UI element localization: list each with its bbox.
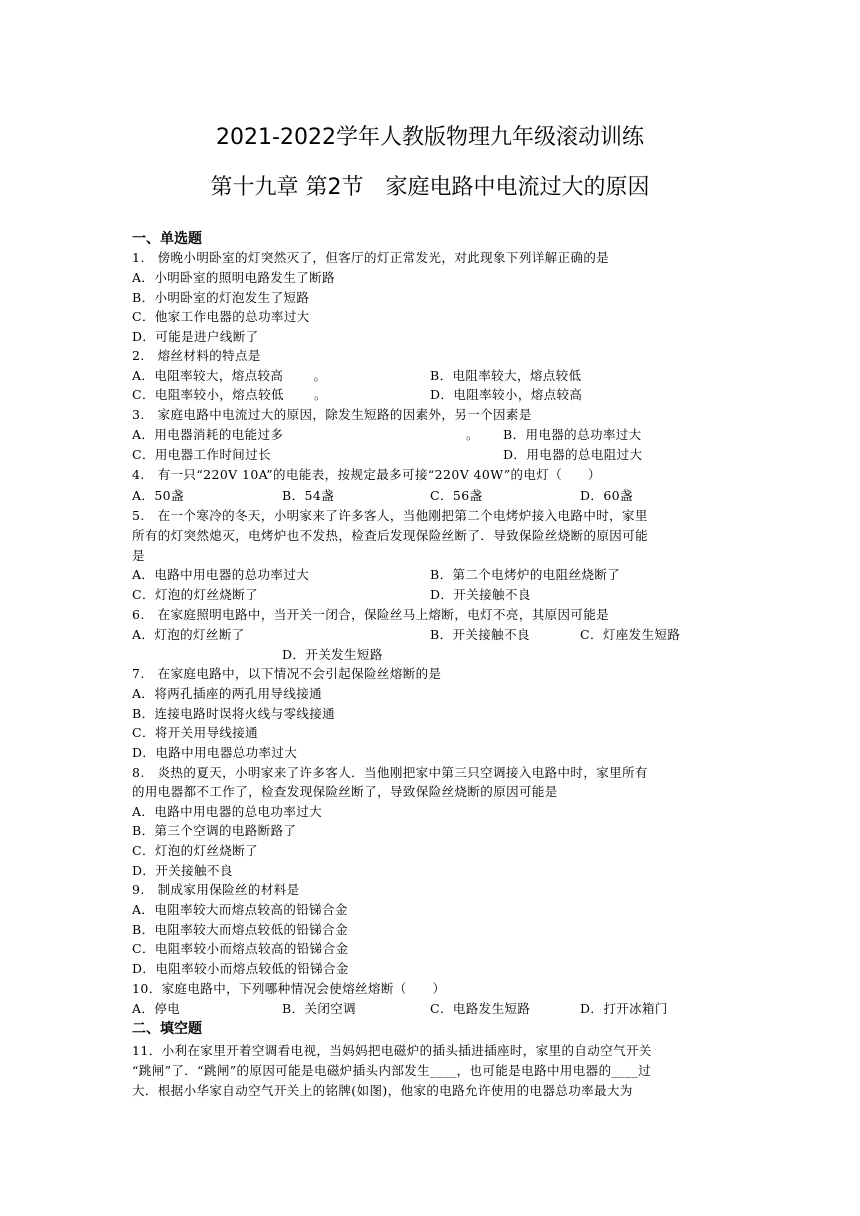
question-3-option-c: C．用电器工作时间过长 — [132, 447, 271, 462]
section-heading-single-choice: 一、单选题 — [132, 231, 202, 247]
question-7-stem: 7. 在家庭电路中，以下情况不会引起保险丝熔断的是 — [132, 666, 442, 681]
question-8-option-b: B．第三个空调的电路断路了 — [132, 823, 297, 838]
question-6-option-c: C．灯座发生短路 — [580, 627, 681, 642]
question-10-option-b: B．关闭空调 — [282, 1001, 357, 1016]
question-4-option-d: D．60盏 — [580, 488, 633, 503]
question-2-option-d: D．电阻率较小，熔点较高 — [430, 387, 583, 402]
question-8-option-a: A．电路中用电器的总电功率过大 — [132, 804, 323, 819]
question-1-option-d: D．可能是进户线断了 — [132, 329, 259, 344]
question-1-option-b: B．小明卧室的灯泡发生了短路 — [132, 290, 310, 305]
question-6-option-a: A．灯泡的灯丝断了 — [132, 627, 245, 642]
question-3-stem: 3. 家庭电路中电流过大的原因，除发生短路的因素外，另一个因素是 — [132, 407, 532, 422]
question-9-stem: 9. 制成家用保险丝的材料是 — [132, 882, 300, 897]
question-10-stem: 10．家庭电路中，下列哪种情况会使熔丝熔断（ ） — [132, 981, 446, 996]
question-9-option-d: D．电阻率较小而熔点较低的铅锑合金 — [132, 961, 349, 976]
question-9-option-a: A．电阻率较大而熔点较高的铅锑合金 — [132, 902, 348, 917]
question-8-stem-line-1: 8. 炎热的夏天，小明家来了许多客人．当他刚把家中第三只空调接入电路中时，家里所有 — [132, 765, 648, 780]
question-11-line-3: 大．根据小华家自动空气开关上的铭牌(如图)，他家的电路允许使用的电器总功率最大为 — [132, 1083, 633, 1098]
question-9-option-b: B．电阻率较大而熔点较低的铅锑合金 — [132, 922, 348, 937]
question-3-option-a: A．用电器消耗的电能过多 — [132, 427, 284, 442]
question-6-stem: 6. 在家庭照明电路中，当开关一闭合，保险丝马上熔断，电灯不亮，其原因可能是 — [132, 607, 610, 622]
question-5-option-d: D．开关接触不良 — [430, 587, 531, 602]
question-4-stem: 4. 有一只“220V 10A”的电能表，按规定最多可接“220V 40W”的电灯（ ） — [132, 467, 601, 482]
question-1-option-a: A．小明卧室的照明电路发生了断路 — [132, 270, 335, 285]
question-7-option-b: B．连接电路时误将火线与零线接通 — [132, 706, 336, 721]
question-5-stem-line-2: 所有的灯突然熄灭，电烤炉也不发热，检查后发现保险丝断了．导致保险丝烧断的原因可能 — [132, 528, 649, 543]
question-5-stem-line-3: 是 — [132, 548, 145, 563]
question-5-option-c: C．灯泡的灯丝烧断了 — [132, 587, 259, 602]
question-10-option-d: D．打开冰箱门 — [580, 1001, 668, 1016]
question-5-option-b: B．第二个电烤炉的电阻丝烧断了 — [430, 567, 621, 582]
question-4-option-b: B．54盏 — [282, 488, 335, 503]
question-4-option-a: A．50盏 — [132, 488, 184, 503]
question-2-stem: 2. 熔丝材料的特点是 — [132, 348, 261, 363]
question-3-dot: 。 — [466, 427, 479, 442]
question-8-option-c: C．灯泡的灯丝烧断了 — [132, 843, 259, 858]
section-heading-fill-blank: 二、填空题 — [132, 1021, 202, 1037]
question-1-option-c: C．他家工作电器的总功率过大 — [132, 309, 310, 324]
chapter-subtitle: 第十九章 第2节 家庭电路中电流过大的原因 — [210, 175, 650, 200]
question-6-option-d: D．开关发生短路 — [282, 647, 383, 662]
question-1-stem: 1. 傍晚小明卧室的灯突然灭了，但客厅的灯正常发光，对此现象下列详解正确的是 — [132, 250, 610, 265]
question-10-option-c: C．电路发生短路 — [430, 1001, 531, 1016]
question-6-option-b: B．开关接触不良 — [430, 627, 530, 642]
question-3-option-d: D．用电器的总电阻过大 — [503, 447, 643, 462]
question-2-option-c: C．电阻率较小，熔点较低 。 — [132, 387, 327, 402]
question-5-option-a: A．电路中用电器的总功率过大 — [132, 567, 310, 582]
question-7-option-c: C．将开关用导线接通 — [132, 725, 259, 740]
question-8-stem-line-2: 的用电器都不工作了，检查发现保险丝断了，导致保险丝烧断的原因可能是 — [132, 784, 558, 799]
question-2-option-a: A．电阻率较大，熔点较高 。 — [132, 368, 327, 383]
question-4-option-c: C．56盏 — [430, 488, 483, 503]
question-5-stem-line-1: 5. 在一个寒冷的冬天，小明家来了许多客人，当他刚把第二个电烤炉接入电路中时，家里 — [132, 508, 648, 523]
question-8-option-d: D．开关接触不良 — [132, 863, 233, 878]
question-2-option-b: B．电阻率较大，熔点较低 — [430, 368, 582, 383]
question-11-line-1: 11．小利在家里开着空调看电视，当妈妈把电磁炉的插头插进插座时，家里的自动空气开关 — [132, 1043, 652, 1058]
question-7-option-d: D．电路中用电器总功率过大 — [132, 745, 298, 760]
question-10-option-a: A．停电 — [132, 1001, 181, 1016]
question-9-option-c: C．电阻率较小而熔点较高的铅锑合金 — [132, 941, 349, 956]
question-7-option-a: A．将两孔插座的两孔用导线接通 — [132, 686, 323, 701]
question-3-option-b: B．用电器的总功率过大 — [503, 427, 642, 442]
document-title: 2021-2022学年人教版物理九年级滚动训练 — [216, 125, 644, 150]
question-11-line-2: “跳闸”了．“跳闸”的原因可能是电磁炉插头内部发生____，也可能是电路中用电器的____过 — [132, 1063, 651, 1078]
